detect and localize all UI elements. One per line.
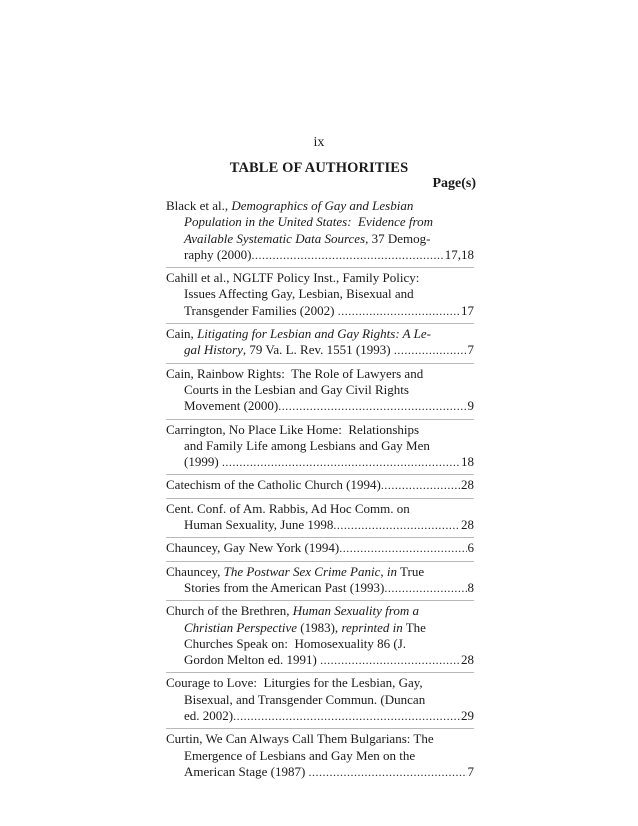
citation-text: Courage to Love: Liturgies for the Lesbian, Gay,: [166, 675, 423, 691]
citation-text: Bisexual, and Transgender Commun. (Duncan: [184, 691, 426, 707]
dot-leader: [384, 580, 466, 596]
page-column-label: Page(s): [432, 176, 476, 191]
authority-line: [166, 540, 474, 556]
citation-text: (1999): [184, 454, 222, 470]
citation-text: Cain, Rainbow Rights: The Role of Lawyers and: [166, 365, 424, 381]
authority-entry: [166, 268, 474, 324]
page-reference: 8: [467, 579, 474, 595]
authority-line: [166, 286, 474, 302]
citation-text: The: [402, 619, 426, 635]
authority-line: [166, 303, 474, 319]
citation-text: , 37 Demog-: [365, 230, 431, 246]
citation-text: Courts in the Lesbian and Gay Civil Rights: [184, 381, 409, 397]
citation-text: , 79 Va. L. Rev. 1551 (1993): [242, 342, 394, 358]
dot-leader: [381, 477, 460, 493]
page-reference: 28: [461, 477, 474, 493]
citation-text: Carrington, No Place Like Home: Relationships: [166, 421, 420, 437]
authority-line: [166, 731, 474, 747]
citation-text: Transgender Families (2002): [184, 302, 338, 318]
authority-line: [166, 501, 474, 517]
page-reference: 6: [467, 540, 474, 556]
authority-line: [166, 454, 474, 470]
authority-line: [166, 198, 474, 214]
citation-title-text: The Postwar Sex Crime Panic: [223, 563, 381, 579]
authority-entry: [166, 196, 474, 268]
dot-leader: [233, 708, 460, 724]
citation-text: Black et al.,: [166, 198, 232, 213]
citation-text: Church of the Brethren,: [166, 603, 293, 619]
authority-entry: [166, 601, 474, 673]
citation-text: Cain,: [166, 326, 198, 342]
page-reference: 17: [461, 302, 474, 318]
authority-line: [166, 247, 474, 263]
authority-line: [166, 214, 474, 230]
citation-text: Churches Speak on: Homosexuality 86 (J.: [184, 635, 407, 651]
page-reference: 9: [467, 398, 474, 414]
authority-line: [166, 231, 474, 247]
dot-leader: [338, 303, 460, 319]
dot-leader: [320, 652, 460, 668]
authority-line: [166, 764, 474, 780]
dot-leader: [278, 398, 466, 414]
page-reference: 17,18: [444, 246, 474, 262]
citation-title-text: Demographics of Gay and Lesbian: [231, 198, 414, 213]
citation-text: ed. 2002): [184, 708, 234, 724]
dot-leader: [394, 342, 467, 358]
dot-leader: [339, 540, 466, 556]
authority-line: [166, 708, 474, 724]
dot-leader: [222, 454, 460, 470]
citation-title-text: Population in the United States: Evidence from: [184, 214, 433, 230]
citation-text: Curtin, We Can Always Call Them Bulgarians: The: [166, 731, 434, 747]
authority-line: [166, 603, 474, 619]
authority-line: [166, 620, 474, 636]
authority-line: [166, 692, 474, 708]
dot-leader: [309, 764, 467, 780]
authority-line: [166, 636, 474, 652]
authority-entry: [166, 499, 474, 539]
citation-text: Gordon Melton ed. 1991): [184, 652, 321, 668]
citation-text: American Stage (1987): [184, 763, 309, 779]
citation-title-text: Human Sexuality from a: [292, 603, 419, 619]
page-reference: 18: [461, 454, 474, 470]
authorities-list: [166, 196, 474, 784]
citation-text: raphy (2000): [184, 246, 252, 262]
citation-title-text: Litigating for Lesbian and Gay Rights: A Le-: [197, 326, 431, 342]
authority-entry: [166, 420, 474, 476]
authority-line: [166, 652, 474, 668]
page-reference: 29: [461, 708, 474, 724]
authority-entry: [166, 324, 474, 364]
authority-line: [166, 382, 474, 398]
authority-line: [166, 477, 474, 493]
authority-line: [166, 564, 474, 580]
authority-entry: [166, 538, 474, 561]
authority-line: [166, 270, 474, 286]
authority-line: [166, 438, 474, 454]
citation-text: ,: [380, 563, 387, 579]
page-reference: 28: [461, 652, 474, 668]
citation-title-text: Available Systematic Data Sources: [184, 230, 366, 246]
authority-entry: [166, 475, 474, 498]
citation-text: Chauncey, Gay New York (1994): [166, 540, 340, 556]
citation-title-text: gal History: [184, 342, 243, 358]
citation-text: (1983),: [297, 619, 342, 635]
citation-text: Issues Affecting Gay, Lesbian, Bisexual and: [184, 286, 414, 302]
citation-title-text: in: [386, 563, 397, 579]
authority-line: [166, 748, 474, 764]
citation-title-text: Christian Perspective: [184, 619, 298, 635]
authority-entry: [166, 729, 474, 784]
citation-title-text: reprinted in: [341, 619, 403, 635]
citation-text: Cent. Conf. of Am. Rabbis, Ad Hoc Comm. on: [166, 500, 410, 516]
page-reference: 7: [467, 342, 474, 358]
dot-leader: [252, 247, 444, 263]
authority-line: [166, 326, 474, 342]
citation-text: Catechism of the Catholic Church (1994): [166, 477, 381, 493]
page-reference: 28: [461, 517, 474, 533]
page-title: TABLE OF AUTHORITIES: [229, 160, 409, 176]
authority-line: [166, 422, 474, 438]
citation-text: and Family Life among Lesbians and Gay Men: [184, 437, 430, 453]
authority-entry: [166, 364, 474, 420]
authority-line: [166, 398, 474, 414]
citation-text: Stories from the American Past (1993): [184, 579, 385, 595]
authority-line: [166, 675, 474, 691]
dot-leader: [333, 517, 460, 533]
authority-line: [166, 580, 474, 596]
authority-entry: [166, 562, 474, 602]
page-reference: 7: [467, 763, 474, 779]
citation-text: True: [396, 563, 425, 579]
citation-text: Movement (2000): [184, 398, 279, 414]
authority-line: [166, 366, 474, 382]
citation-text: Cahill et al., NGLTF Policy Inst., Family Policy:: [166, 270, 420, 286]
citation-text: Human Sexuality, June 1998: [184, 517, 334, 533]
page-number: ix: [313, 135, 325, 150]
authority-line: [166, 342, 474, 358]
citation-text: Emergence of Lesbians and Gay Men on the: [184, 747, 416, 763]
authority-entry: [166, 673, 474, 729]
authority-line: [166, 517, 474, 533]
citation-text: Chauncey,: [166, 563, 224, 579]
